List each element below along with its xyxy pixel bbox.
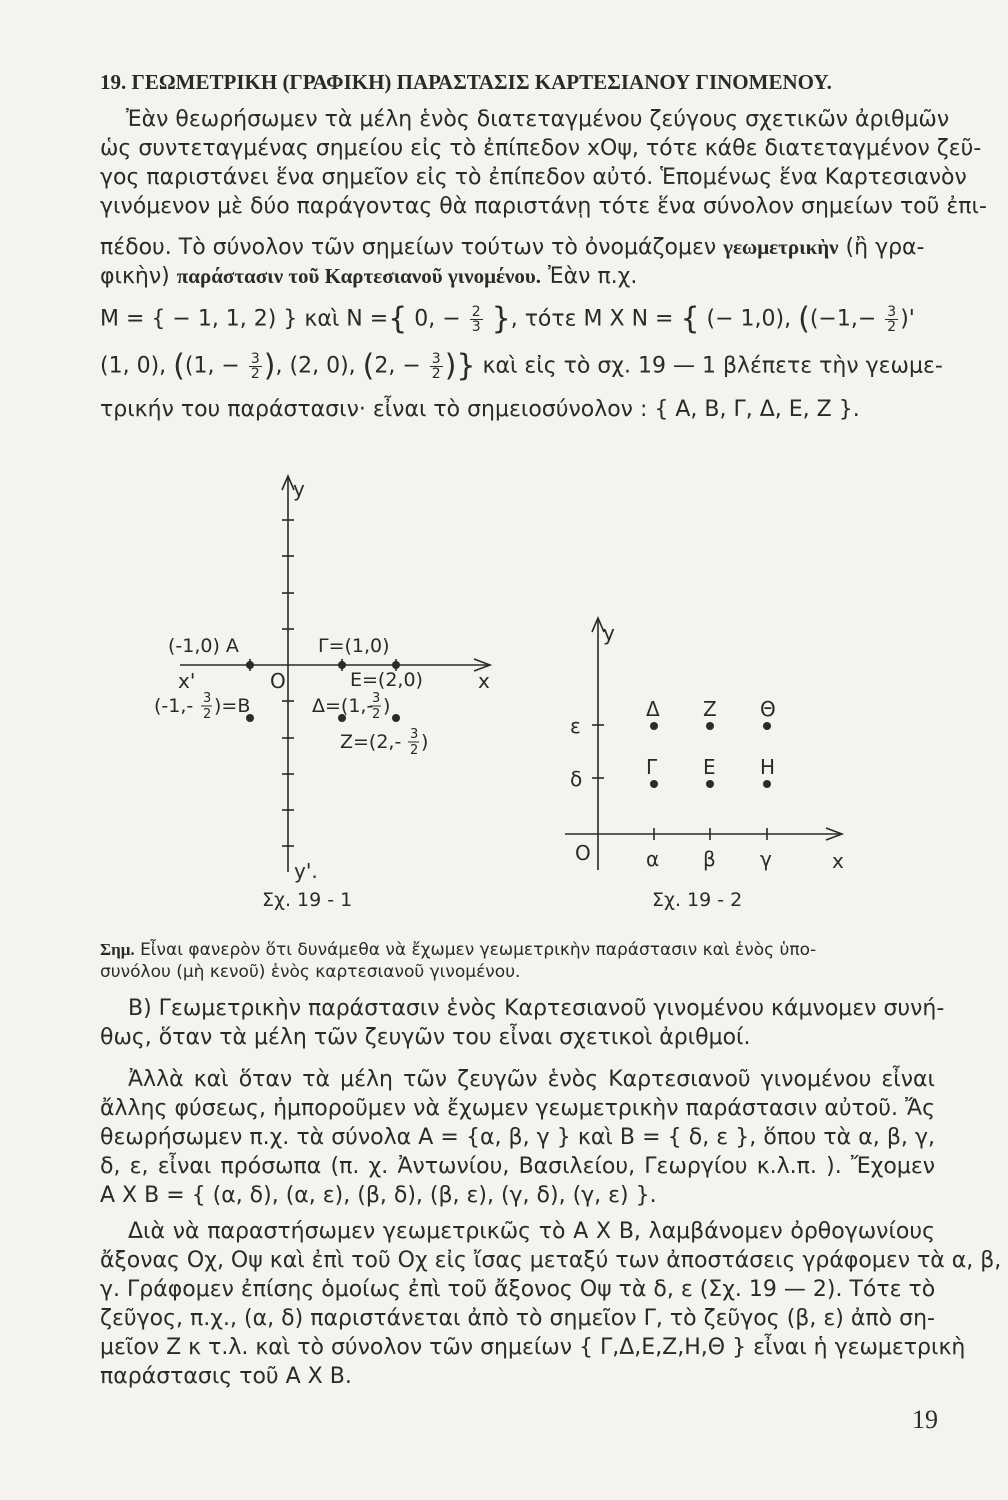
para3-line5: A X B = { (α, δ), (α, ε), (β, δ), (β, ε), (γ, δ), (γ, ε) }. bbox=[100, 1183, 657, 1208]
brace-open-2: { bbox=[680, 301, 700, 337]
fig2-caption: Σχ. 19 - 2 bbox=[652, 889, 743, 911]
para3-line3: θεωρήσωμεν π.χ. τὰ σύνολα A = {α, β, γ } καὶ B = { δ, ε }, ὅπου τὰ α, β, γ, bbox=[100, 1125, 935, 1150]
fig2-x-label: x bbox=[832, 849, 844, 873]
kai-eis-text: καὶ εἰς τὸ σχ. 19 — 1 βλέπετε τὴν γεωμε- bbox=[482, 353, 943, 379]
fig1-y-prime: y'. bbox=[294, 859, 318, 883]
para3-line1: Ἀλλὰ καὶ ὅταν τὰ μέλη τῶν ζευγῶν ἑνὸς Καρτεσιανοῦ γινομένου εἶναι bbox=[128, 1067, 935, 1092]
fig1-origin: O bbox=[270, 669, 286, 693]
figure-19-1 bbox=[180, 476, 490, 872]
fig2-point-G bbox=[650, 780, 658, 788]
frac-2-3: $\frac{2}{3}$ bbox=[471, 304, 481, 335]
fig1-label-Z-pre: Z=(2,- bbox=[340, 731, 402, 753]
note-line2: συνόλου (μὴ κενοῦ) ἑνὸς καρτεσιανοῦ γινομένου. bbox=[100, 962, 521, 982]
fig2-beta: β bbox=[703, 847, 716, 871]
frac-3-2-b: $\frac{3}{2}$ bbox=[250, 351, 260, 382]
fig2-eps: ε bbox=[570, 714, 581, 738]
paren-close-1: )' bbox=[900, 306, 915, 332]
fig2-alpha: α bbox=[646, 847, 660, 871]
note-text1: Εἶναι φανερὸν ὅτι δυνάμεθα νὰ ἔχωμεν γεωμετρικὴν παράστασιν καὶ ἑνὸς ὑπο- bbox=[140, 940, 817, 960]
para4-line3: γ. Γράφομεν ἐπίσης ὁμοίως ἐπὶ τοῦ ἄξονος Oψ τὰ δ, ε (Σχ. 19 — 2). Τότε τὸ bbox=[100, 1277, 936, 1302]
mxn-b: (−1,− bbox=[809, 306, 877, 332]
fig2-label-E: E bbox=[703, 755, 716, 779]
fig1-label-D-post: ) bbox=[383, 695, 391, 717]
fig1-point-G bbox=[338, 661, 346, 669]
para1-line4: γινόμενον μὲ δύο παράγοντας θὰ παριστάνῃ τότε ἕνα σύνολον σημείων τοῦ ἐπι- bbox=[100, 194, 987, 219]
fig1-label-Z-post: ) bbox=[421, 731, 429, 753]
fig1-point-A bbox=[246, 661, 254, 669]
fig1-label-Z-den: 2 bbox=[410, 743, 419, 758]
mxn-e: (2, 0), bbox=[289, 353, 356, 379]
fig2-label-Th: Θ bbox=[760, 697, 776, 721]
brace-open-1: { bbox=[388, 301, 408, 337]
para4-line6: παράστασις τοῦ A X B. bbox=[100, 1364, 352, 1389]
para4-line5: μεῖον Z κ τ.λ. καὶ τὸ σύνολον τῶν σημείων { Γ,Δ,E,Z,H,Θ } εἶναι ἡ γεωμετρικὴ bbox=[100, 1335, 966, 1360]
n-inner: 0, − bbox=[414, 306, 461, 332]
fig2-label-H: H bbox=[760, 755, 776, 779]
brace-close-1: } bbox=[491, 301, 511, 337]
para3-line4: δ, ε, εἶναι πρόσωπα (π. χ. Ἀντωνίου, Βασιλείου, Γεωργίου κ.λ.π. ). Ἔχομεν bbox=[100, 1154, 935, 1179]
text-or-gra: (ἢ γρα- bbox=[845, 235, 925, 260]
fig1-label-D-pre: Δ=(1,- bbox=[312, 695, 374, 717]
fig2-label-D: Δ bbox=[646, 697, 660, 721]
fig1-label-D-num: 3 bbox=[372, 691, 381, 706]
para1-line3: γος παριστάνει ἕνα σημεῖον εἰς τὸ ἐπίπεδον αὐτό. Ἑπομένως ἕνα Καρτεσιανὸν bbox=[100, 165, 967, 190]
fig2-delta: δ bbox=[570, 767, 583, 791]
fig1-x-label: x bbox=[478, 669, 490, 693]
fig1-point-Z bbox=[392, 714, 400, 722]
fig1-label-D-den: 2 bbox=[372, 707, 381, 722]
fig1-point-E bbox=[392, 661, 400, 669]
fig1-label-A: (-1,0) A bbox=[168, 635, 239, 657]
fig1-label-B-pre: (-1,- bbox=[154, 695, 194, 717]
mxn-d: (1, − bbox=[184, 353, 240, 379]
para2-line2: θως, ὅταν τὰ μέλη τῶν ζευγῶν του εἶναι σχετικοὶ ἀριθμοί. bbox=[100, 1025, 751, 1050]
page-number: 19 bbox=[912, 1405, 938, 1434]
fig1-caption: Σχ. 19 - 1 bbox=[262, 889, 353, 911]
text-ean: Ἐὰν π.χ. bbox=[548, 264, 638, 289]
term-geometric: γεωμετρικὴν bbox=[723, 235, 839, 259]
tote-mxn: , τότε M X N = bbox=[510, 306, 674, 332]
mxn-c: (1, 0), bbox=[100, 353, 167, 379]
m-definition: M = { − 1, 1, 2) } bbox=[100, 306, 298, 332]
para1-line5-text: πέδου. Τὸ σύνολον τῶν σημείων τούτων τὸ ὀνομάζομεν bbox=[100, 235, 717, 260]
paren-close-2: ) bbox=[263, 348, 276, 384]
para4-line4: ζεῦγος, π.χ., (α, δ) παριστάνεται ἀπὸ τὸ σημεῖον Γ, τὸ ζεῦγος (β, ε) ἀπὸ ση- bbox=[100, 1306, 935, 1331]
fig2-origin: O bbox=[575, 841, 591, 865]
term-representation: παράστασιν τοῦ Καρτεσιανοῦ γινομένου. bbox=[176, 264, 542, 288]
mxn-a: (− 1,0), bbox=[706, 306, 792, 332]
paren-open-2: ( bbox=[173, 348, 185, 384]
figure-19-2 bbox=[565, 618, 842, 870]
fig1-label-B-den: 2 bbox=[203, 707, 212, 722]
fig1-label-G: Γ=(1,0) bbox=[318, 635, 390, 657]
paren-close-3: )} bbox=[444, 348, 476, 384]
kai-1: καὶ bbox=[304, 306, 340, 332]
fig1-label-Z-num: 3 bbox=[410, 727, 419, 742]
para2-line1: B) Γεωμετρικὴν παράστασιν ἑνὸς Καρτεσιανοῦ γινομένου κάμνομεν συνή- bbox=[128, 996, 945, 1021]
fig1-label-B-post: )=B bbox=[214, 695, 251, 717]
fig1-y-label: y bbox=[293, 477, 305, 501]
paren-open-3: ( bbox=[362, 348, 375, 384]
fig1-x-prime: x' bbox=[178, 669, 196, 693]
fig2-y-label: y bbox=[603, 621, 615, 645]
mxn-f: 2, − bbox=[374, 353, 421, 379]
para4-line1: Διὰ νὰ παραστήσωμεν γεωμετρικῶς τὸ A X B, λαμβάνομεν ὀρθογωνίους bbox=[128, 1219, 935, 1244]
text-fikin: φικὴν) bbox=[100, 264, 170, 289]
frac-3-2-a: $\frac{3}{2}$ bbox=[887, 304, 897, 335]
n-start: N = bbox=[346, 306, 389, 332]
math-line3: τρικήν του παράστασιν· εἶναι τὸ σημειοσύνολον : { A, B, Γ, Δ, E, Z }. bbox=[100, 397, 860, 422]
para4-line2: ἄξονας Oχ, Oψ καὶ ἐπὶ τοῦ Oχ εἰς ἴσας μεταξύ των ἀποστάσεις γράφομεν τὰ α, β, bbox=[100, 1248, 1002, 1273]
para3-line2: ἄλλης φύσεως, ἠμποροῦμεν νὰ ἔχωμεν γεωμετρικὴν παράστασιν αὐτοῦ. Ἄς bbox=[100, 1096, 935, 1121]
fig2-label-G: Γ bbox=[646, 755, 658, 779]
fig2-point-D bbox=[650, 722, 658, 730]
para1-line2: ὡς συντεταγμένας σημείου εἰς τὸ ἐπίπεδον xOψ, τότε κάθε διατεταγμένον ζεῦ- bbox=[100, 136, 982, 161]
fig2-point-H bbox=[763, 780, 771, 788]
paren-open-1: ( bbox=[798, 301, 810, 337]
note-label: Σημ. bbox=[100, 940, 135, 959]
fig2-label-Z: Z bbox=[703, 697, 717, 721]
frac-3-2-c: $\frac{3}{2}$ bbox=[431, 351, 441, 382]
math-line2: (1, 0), ((1, − $\frac{3}{2}$ ), (2, 0), (2, − $\frac{3}{2}$ )} καὶ εἰς τὸ σχ. 19 — 1 βλέπετε τὴν γεωμε- bbox=[100, 348, 943, 384]
section-heading: 19. ΓΕΩΜΕΤΡΙΚΗ (ΓΡΑΦΙΚΗ) ΠΑΡΑΣΤΑΣΙΣ ΚΑΡΤΕΣΙΑΝΟΥ ΓΙΝΟΜΕΝΟΥ. bbox=[100, 70, 832, 94]
fig2-gamma: γ bbox=[760, 847, 772, 871]
note-line1 bbox=[100, 938, 816, 962]
fig2-point-Z bbox=[706, 722, 714, 730]
para1-line1: Ἐὰν θεωρήσωμεν τὰ μέλη ἑνὸς διατεταγμένου ζεύγους σχετικῶν ἀριθμῶν bbox=[126, 107, 950, 132]
fig2-point-E bbox=[706, 780, 714, 788]
fig1-label-B-num: 3 bbox=[203, 691, 212, 706]
fig2-point-Th bbox=[763, 722, 771, 730]
fig1-label-E: E=(2,0) bbox=[350, 669, 423, 691]
